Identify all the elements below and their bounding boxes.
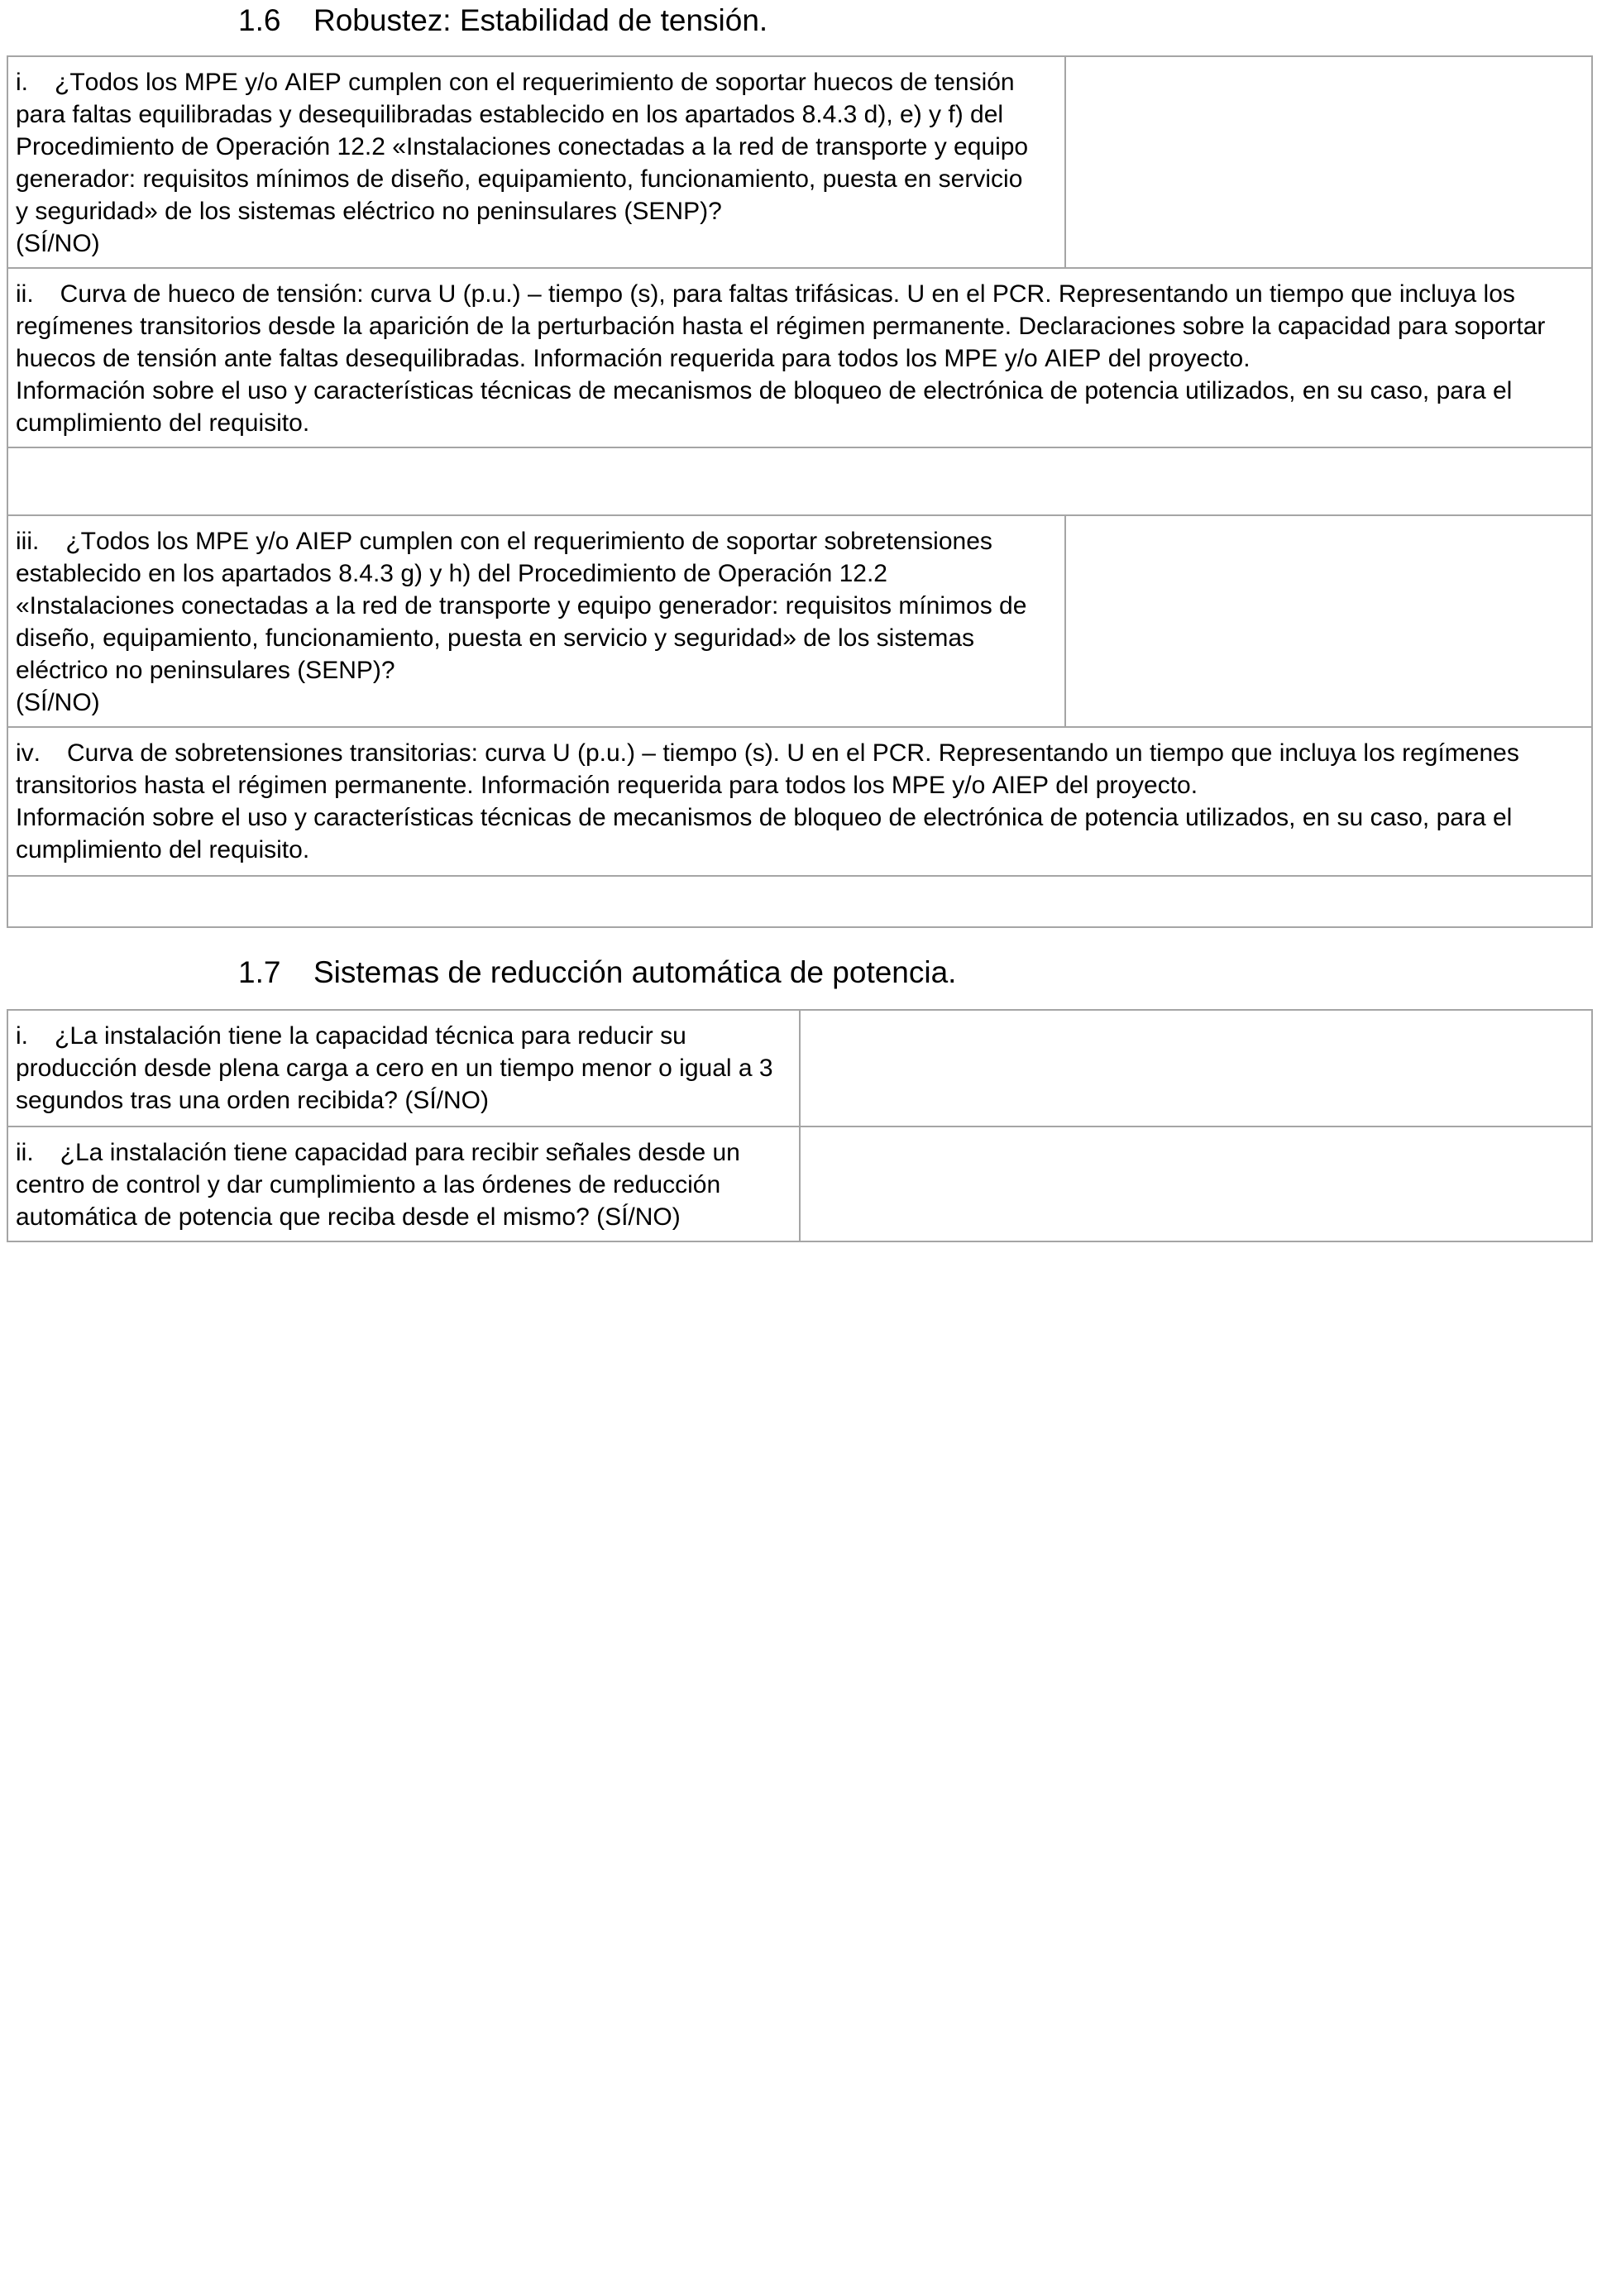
question-paragraph	[16, 66, 1037, 227]
question-text: ¿La instalación tiene capacidad para recibir señales desde un centro de control y dar cumplimiento a las órdenes de reducción automática de potencia que reciba desde el mismo? (SÍ/NO)	[16, 1139, 740, 1231]
section-heading-1-6	[0, 2, 1602, 39]
question-text: ¿La instalación tiene la capacidad técnica para reducir su producción desde plena carga a cero en un tiempo menor o igual a 3 segundos tras una orden recibida? (SÍ/NO)	[16, 1022, 773, 1114]
question-cell-iii	[8, 516, 1066, 728]
section-title: Sistemas de reducción automática de potencia.	[313, 955, 957, 989]
answer-cell-ii	[801, 1127, 1593, 1242]
section-heading-1-7	[0, 954, 1602, 991]
answer-format: (SÍ/NO)	[16, 230, 100, 257]
question-text: ¿Todos los MPE y/o AIEP cumplen con el requerimiento de soportar huecos de tensión para faltas equilibradas y desequilibradas establecido en los apartados 8.4.3 d), e) y f) del Procedimiento de Operación 12.2 «Instalaciones conectadas a la red de transporte y equipo generador: requisitos mínimos de diseño, equipamiento, funcionamiento, puesta en servicio y seguridad» de los sistemas eléctrico no peninsulares (SENP)?	[16, 69, 1029, 225]
item-number: i.	[16, 69, 28, 96]
section-number: 1.7	[238, 955, 281, 989]
item-number: i.	[16, 1022, 28, 1050]
question-cell-i	[8, 57, 1066, 269]
question-paragraph	[16, 737, 1583, 801]
question-cell-iv	[8, 728, 1593, 877]
additional-info-text: Información sobre el uso y características técnicas de mecanismos de bloqueo de electrónica de potencia utilizados, en su caso, para el cumplimiento del requisito.	[16, 377, 1513, 437]
question-cell-ii	[8, 1127, 801, 1242]
question-paragraph	[16, 525, 1037, 686]
answer-cell-i	[1066, 57, 1593, 269]
additional-info-text: Información sobre el uso y características técnicas de mecanismos de bloqueo de electrónica de potencia utilizados, en su caso, para el cumplimiento del requisito.	[16, 804, 1513, 863]
item-number: iv.	[16, 739, 41, 767]
voltage-robustness-table	[7, 55, 1593, 928]
question-cell-i	[8, 1011, 801, 1127]
question-text: Curva de hueco de tensión: curva U (p.u.) – tiempo (s), para faltas trifásicas. U en el PCR. Representando un tiempo que incluya los regímenes transitorios desde la aparición de la perturbación hasta el régimen permanente. Declaraciones sobre la capacidad para soportar huecos de tensión ante faltas desequilibradas. Información requerida para todos los MPE y/o AIEP del proyecto.	[16, 280, 1546, 372]
question-paragraph	[16, 1136, 789, 1233]
item-number: ii.	[16, 280, 34, 308]
answer-cell-i	[801, 1011, 1593, 1127]
section-title: Robustez: Estabilidad de tensión.	[313, 3, 768, 37]
power-reduction-table	[7, 1009, 1593, 1242]
question-paragraph	[16, 1020, 789, 1117]
question-text: Curva de sobretensiones transitorias: curva U (p.u.) – tiempo (s). U en el PCR. Representando un tiempo que incluya los regímenes transitorios hasta el régimen permanente. Información requerida para todos los MPE y/o AIEP del proyecto.	[16, 739, 1519, 799]
answer-cell-iii	[1066, 516, 1593, 728]
item-number: iii.	[16, 528, 40, 555]
item-number: ii.	[16, 1139, 34, 1166]
response-cell-iv	[8, 877, 1593, 928]
question-paragraph	[16, 278, 1583, 375]
question-cell-ii	[8, 269, 1593, 448]
response-cell-ii	[8, 448, 1593, 516]
question-text: ¿Todos los MPE y/o AIEP cumplen con el requerimiento de soportar sobretensiones establecido en los apartados 8.4.3 g) y h) del Procedimiento de Operación 12.2 «Instalaciones conectadas a la red de transporte y equipo generador: requisitos mínimos de diseño, equipamiento, funcionamiento, puesta en servicio y seguridad» de los sistemas eléctrico no peninsulares (SENP)?	[16, 528, 1027, 684]
answer-format: (SÍ/NO)	[16, 689, 100, 716]
section-number: 1.6	[238, 3, 281, 37]
